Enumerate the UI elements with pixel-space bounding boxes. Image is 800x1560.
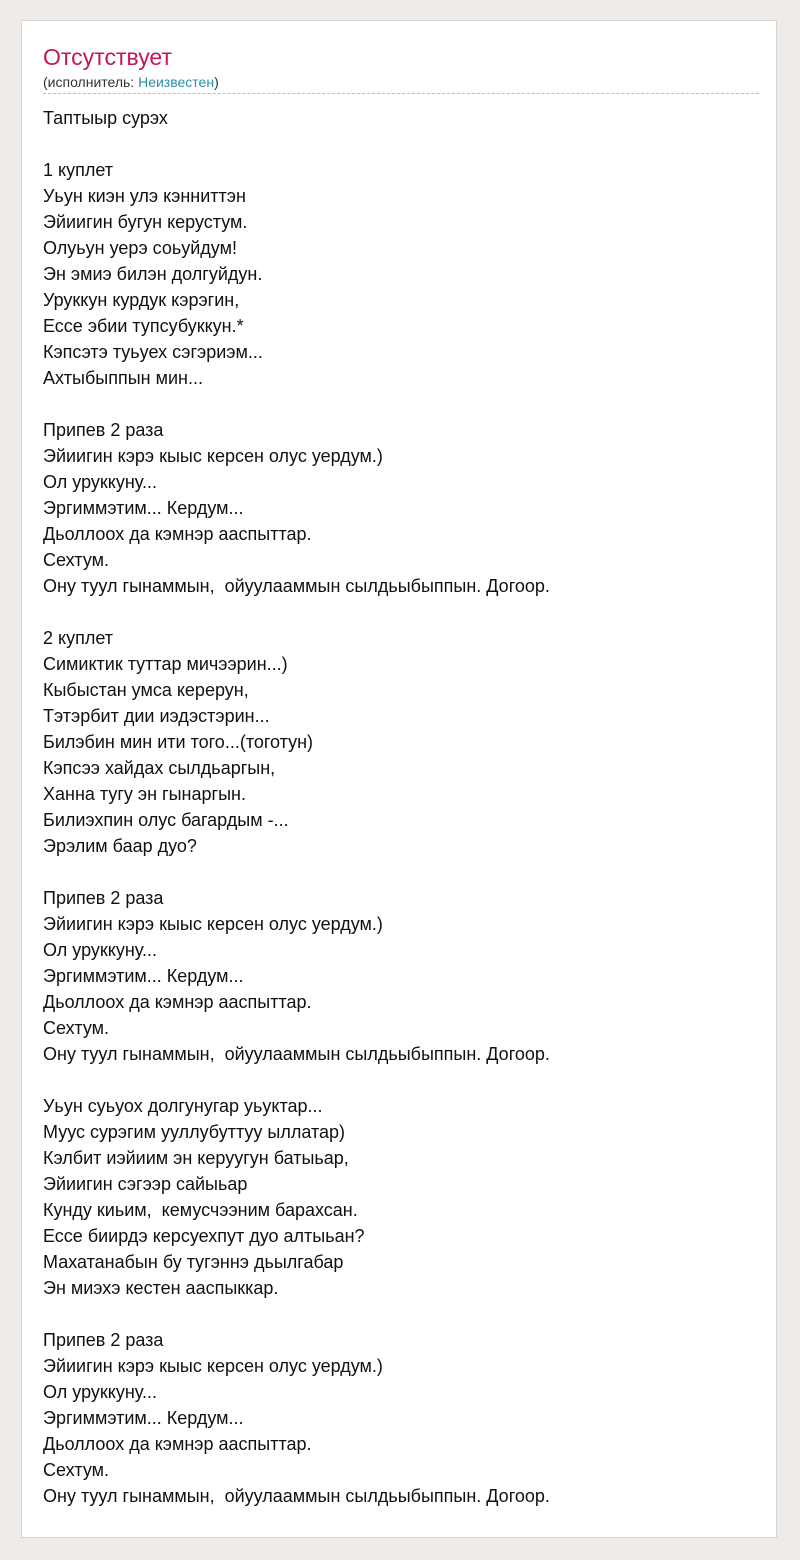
lyric-line: Уьун киэн улэ кэнниттэн [43,186,246,206]
lyric-line: Кэпсэтэ туьуех сэгэриэм... [43,342,263,362]
artist-suffix: ) [214,74,219,90]
lyric-line: Уьун суьуох долгунугар уьуктар... [43,1096,323,1116]
lyric-line: Ол уруккуну... [43,472,158,492]
lyric-line: Припев 2 раза [43,1330,164,1350]
lyric-line: Олуьун уерэ соьуйдум! [43,238,237,258]
lyric-line: Эн эмиэ билэн долгуйдун. [43,264,263,284]
lyric-line: Эрэлим баар дуо? [43,836,197,856]
lyric-line: Махатанабын бу тугэннэ дьылгабар [43,1252,344,1272]
lyric-line: Ессе эбии тупсубуккун.* [43,316,244,336]
lyric-line: Ханна тугу эн гынаргын. [43,784,246,804]
lyric-line: Эйиигин бугун керустум. [43,212,248,232]
lyric-line: Эйиигин кэрэ кыыс керсен олус уердум.) [43,1356,383,1376]
lyric-line: Муус сурэгим ууллубуттуу ыллатар) [43,1122,346,1142]
lyric-line: Ону туул гынаммын, ойуулааммын сылдьыбыппын. Догоор. [43,1486,550,1506]
lyric-line: Ону туул гынаммын, ойуулааммын сылдьыбыппын. Догоор. [43,1044,550,1064]
blank-line [43,1301,759,1327]
blank-line [43,131,759,157]
lyric-line: Таптыыр сурэх [43,108,168,128]
lyric-line: Дьоллоох да кэмнэр ааспыттар. [43,524,312,544]
lyric-line: Уруккун курдук кэрэгин, [43,290,240,310]
lyric-line: Сехтум. [43,1018,110,1038]
lyric-line: 1 куплет [43,160,113,180]
lyric-line: Сехтум. [43,1460,110,1480]
lyric-line: Сехтум. [43,550,110,570]
lyric-line: Кэлбит иэйиим эн керуугун батыьар, [43,1148,349,1168]
lyric-line: Кыбыстан умса керерун, [43,680,249,700]
title-divider [43,93,759,94]
artist-link[interactable]: Неизвестен [138,74,215,90]
blank-line [43,1067,759,1093]
lyric-line: Кэпсээ хайдах сылдьаргын, [43,758,276,778]
lyric-line: Ол уруккуну... [43,940,158,960]
lyric-line: Припев 2 раза [43,888,164,908]
lyrics-card [21,20,777,1538]
blank-line [43,391,759,417]
lyric-line: Припев 2 раза [43,420,164,440]
lyric-line: Ахтыбыппын мин... [43,368,203,388]
lyric-line: Ол уруккуну... [43,1382,158,1402]
lyric-line: Симиктик туттар мичээрин...) [43,654,288,674]
lyric-line: Кунду киьим, кемусчээним барахсан. [43,1200,358,1220]
lyric-line: 2 куплет [43,628,113,648]
song-title: Отсутствует [43,44,172,70]
lyrics-text [43,105,759,1509]
lyric-line: Эйиигин кэрэ кыыс керсен олус уердум.) [43,446,383,466]
lyric-line: Ессе биирдэ керсуехпут дуо алтыьан? [43,1226,365,1246]
lyric-line: Эйиигин кэрэ кыыс керсен олус уердум.) [43,914,383,934]
lyric-line: Эргиммэтим... Кердум... [43,498,244,518]
lyric-line: Эн миэхэ кестен ааспыккар. [43,1278,279,1298]
artist-line [43,73,219,91]
lyric-line: Эйиигин сэгээр сайыьар [43,1174,248,1194]
blank-line [43,599,759,625]
artist-prefix: (исполнитель: [43,74,139,90]
lyric-line: Билэбин мин ити того...(тоготун) [43,732,314,752]
lyric-line: Тэтэрбит дии иэдэстэрин... [43,706,270,726]
blank-line [43,859,759,885]
lyric-line: Дьоллоох да кэмнэр ааспыттар. [43,1434,312,1454]
lyric-line: Эргиммэтим... Кердум... [43,966,244,986]
lyric-line: Дьоллоох да кэмнэр ааспыттар. [43,992,312,1012]
lyric-line: Эргиммэтим... Кердум... [43,1408,244,1428]
lyric-line: Ону туул гынаммын, ойуулааммын сылдьыбыппын. Догоор. [43,576,550,596]
lyric-line: Билиэхпин олус багардым -... [43,810,289,830]
